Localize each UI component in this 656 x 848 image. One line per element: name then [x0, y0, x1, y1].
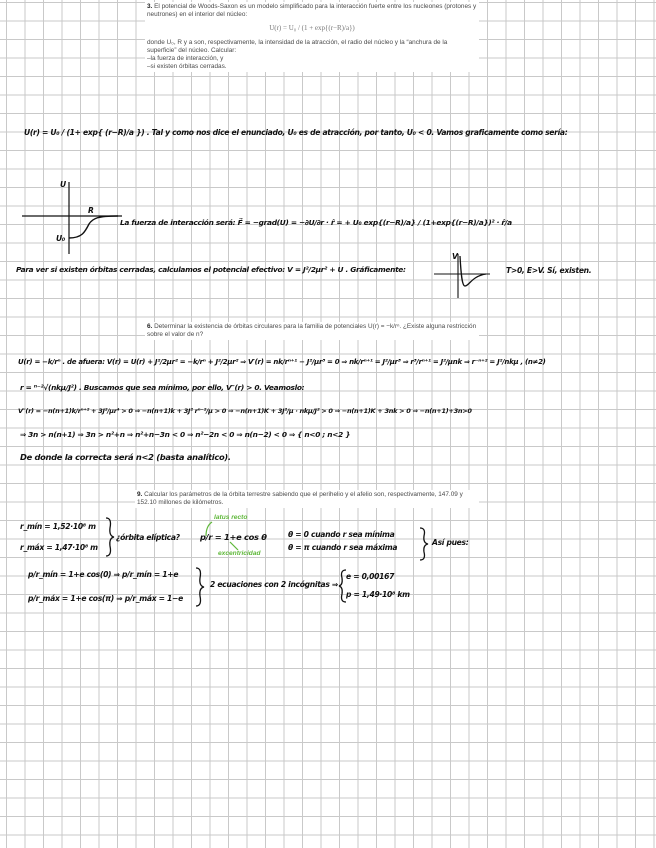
hw9-asi-pues: Así pues:: [432, 538, 469, 547]
hw9-cond-1: θ = 0 cuando r sea mínima: [288, 530, 395, 539]
problem-3-text: El potencial de Woods-Saxon es un modelo simplificado para la interacción fuerte entre los nucleones (protones y neutrones) en el interior del núcleo:: [147, 3, 477, 19]
graph2-axis-v-label: V: [452, 252, 458, 261]
hw9-equation: p/r = 1+e cos θ: [200, 532, 267, 542]
woods-saxon-formula: U(r) = U₀ / (1 + exp{(r−R)/a}): [269, 24, 355, 33]
woods-saxon-potential-sketch: [22, 180, 132, 260]
hw9-rmax: r_máx = 1,47·10⁸ m: [20, 543, 98, 552]
problem-9-statement: [135, 490, 479, 508]
problem-3-follow: donde U₀, R y a son, respectivamente, la intensidad de la atracción, el radio del núcleo y la “anchura de la superficie” del núcleo. Calcular:: [147, 38, 448, 54]
hw6-line-1: U(r) = −k/rⁿ . de afuera: V(r) = U(r) + J²/2μr² = −k/rⁿ + J²/2μr² ⇒ V′(r) = nk/rⁿ⁺¹ − J²/μr³ = 0 ⇒ nk/rⁿ⁺¹ = J²/μr³ ⇒ r³/rⁿ⁺¹ = J²/μnk ⇒ r⁻ⁿ⁺² = J²/nkμ , (n≠2): [18, 358, 546, 366]
problem-6-text: Determinar la existencia de órbitas circulares para la familia de potenciales U(r) = −k/rⁿ. ¿Existe alguna restricción sobre el valor de n?: [147, 323, 477, 339]
hw9-cond-2: θ = π cuando r sea máxima: [288, 543, 398, 552]
hw3-line-1: U(r) = U₀ / (1+ exp{ (r−R)/a }) . Tal y como nos dice el enunciado, U₀ es de atracción, por tanto, U₀ < 0. Vamos graficamente como sería:: [24, 128, 568, 137]
problem-3-item-2: –si existen órbitas cerradas.: [147, 63, 227, 71]
graph-axis-u-label: U: [60, 180, 66, 189]
hw9-ellipse-question: ¿órbita elíptica?: [116, 533, 180, 542]
graph-u0-label: U₀: [56, 234, 65, 243]
hw9-system-2: p/r_máx = 1+e cos(π) ⇒ p/r_máx = 1−e: [28, 594, 183, 603]
hw9-system-note: 2 ecuaciones con 2 incógnitas ⇒: [210, 580, 338, 589]
problem-3-item-1: –la fuerza de interacción, y: [147, 55, 224, 63]
problem-9-text: Calcular los parámetros de la órbita terrestre sabiendo que el perihelio y el afelio son, respectivamente, 147.09 y 152.10 millones de kilómetros.: [137, 491, 463, 507]
problem-3-number: 3.: [147, 3, 153, 10]
hw6-line-3: V″(r) = −n(n+1)k/rⁿ⁺² + 3J²/μr⁴ > 0 ⇒ −n(n+1)k + 3J² rⁿ⁻²/μ > 0 ⇒ −n(n+1)K + 3J²/μ · nkμ/J² > 0 ⇒ −n(n+1)K + 3nk > 0 ⇒ −n(n+1)+3n>0: [18, 407, 472, 415]
hw9-system-1: p/r_mín = 1+e cos(0) ⇒ p/r_mín = 1+e: [28, 570, 179, 579]
problem-6-number: 6.: [147, 323, 153, 330]
effective-potential-sketch: [434, 252, 494, 302]
graph-axis-r-label: R: [88, 206, 94, 215]
hw9-result-e: e = 0,00167: [346, 572, 395, 581]
green-arrows: [200, 514, 250, 554]
hw9-green-latus-recto: latus recto: [214, 514, 248, 521]
hw9-green-excentricidad: excentricidad: [218, 550, 261, 557]
problem-6-statement: [145, 322, 479, 340]
brace-system: [194, 566, 206, 608]
brace-conditions: [418, 526, 430, 562]
hw3-line-2: La fuerza de interacción será: F⃗ = −grad(U) = −∂U/∂r · r̂ = + U₀ exp{(r−R)/a} / (1+exp{(r−R)/a})² · r̂/a: [120, 218, 512, 227]
hw9-result-p: p = 1,49·10⁸ km: [346, 590, 410, 599]
hw9-rmin: r_mín = 1,52·10⁸ m: [20, 522, 96, 531]
hw6-line-5: De donde la correcta será n<2 (basta analítico).: [20, 452, 231, 462]
problem-9-number: 9.: [137, 491, 143, 498]
hw3-line-3-end: T>0, E>V. Sí, existen.: [506, 266, 592, 275]
hw3-line-3: Para ver si existen órbitas cerradas, calculamos el potencial efectivo: V = J²/2μr² + U . Gráficamente:: [16, 265, 406, 274]
brace-rmin-rmax: [104, 516, 116, 558]
hw6-line-4: ⇒ 3n > n(n+1) ⇒ 3n > n²+n ⇒ n²+n−3n < 0 ⇒ n²−2n < 0 ⇒ n(n−2) < 0 ⇒ { n<0 ; n<2 }: [20, 430, 351, 439]
problem-3-statement: [145, 2, 479, 72]
hw6-line-2: r = ⁿ⁻²√(nkμ/J²) . Buscamos que sea mínimo, por ello, V″(r) > 0. Veamoslo:: [20, 383, 305, 392]
